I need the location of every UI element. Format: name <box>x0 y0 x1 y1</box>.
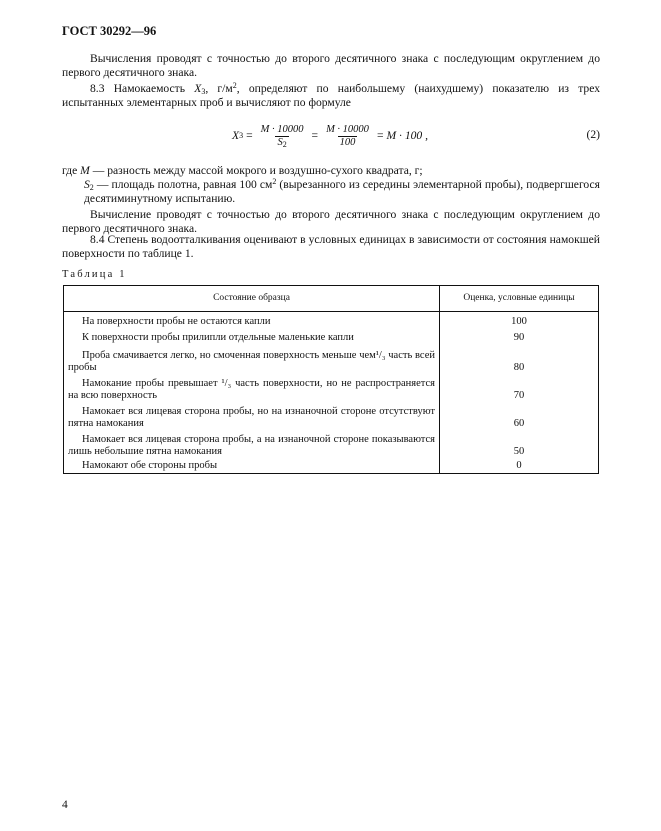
water-repellency-table <box>63 285 599 474</box>
table-row <box>64 312 599 329</box>
cell-state: Намокает вся лицевая сторона пробы, а на изнаночной стороне показываются лишь небольшие пятна намокания <box>64 431 440 459</box>
paragraph-rounding-2: Вычисление проводят с точностью до второго десятичного знака с последующим округлением до первого десятичного знака. <box>62 208 600 235</box>
document-header: ГОСТ 30292—96 <box>62 24 157 38</box>
equation-number: (2) <box>586 128 600 141</box>
formula-row <box>62 119 600 153</box>
cell-score: 80 <box>440 345 599 375</box>
page-number: 4 <box>62 799 68 811</box>
formula-x3: X 3 = $\frac{M \cdot 10000}{S_2}$ = $\frac{M \cdot 10000}{100}$ = M · 100 , <box>232 123 429 149</box>
table-row <box>64 375 599 403</box>
cell-state: Проба смачивается легко, но смоченная поверхность меньше чем¹/₃ часть всей пробы <box>64 345 440 375</box>
definition-m: где M — разность между массой мокрого и воздушно-сухого квадрата, г; <box>62 164 423 177</box>
cell-state: Намокает вся лицевая сторона пробы, но на изнаночной стороне отсутствуют пятна намокания <box>64 403 440 431</box>
definition-s2: $S_2$ — площадь полотна, равная 100 $см^2$ (вырезанного из середины элементарной пробы), подвергшегося десятиминутному испытанию. <box>84 177 600 205</box>
table-row <box>64 345 599 375</box>
paragraph-8-4: 8.4 Степень водоотталкивания оценивают в условных единицах в зависимости от состояния намокшей поверхности по таблице 1. <box>62 233 600 260</box>
table-row <box>64 329 599 345</box>
table-row <box>64 459 599 474</box>
cell-state: Намокание пробы превышает ¹/₃ часть поверхности, но не распространяется на всю поверхность <box>64 375 440 403</box>
fraction-1: $\frac{M \cdot 10000}{S_2}$ <box>260 123 304 149</box>
table-header-row <box>64 286 599 312</box>
column-header-state: Состояние образца <box>64 286 440 312</box>
fraction-2: $\frac{M \cdot 10000}{100}$ <box>326 123 369 148</box>
cell-score: 0 <box>440 459 599 474</box>
cell-score: 70 <box>440 375 599 403</box>
column-header-score: Оценка, условные единицы <box>440 286 599 312</box>
cell-score: 50 <box>440 431 599 459</box>
table-caption: Таблица 1 <box>62 269 127 280</box>
cell-score: 90 <box>440 329 599 345</box>
table-row <box>64 431 599 459</box>
table-row <box>64 403 599 431</box>
paragraph-rounding-1: Вычисления проводят с точностью до второго десятичного знака с последующим округлением до первого десятичного знака. <box>62 52 600 79</box>
cell-score: 100 <box>440 312 599 329</box>
paragraph-8-3: 8.3 Намокаемость $X_3$, $г/м^2$, определяют по наибольшему (наихудшему) показателю из трех испытанных элементарных проб и вычисляют по формуле <box>62 81 600 109</box>
cell-state: К поверхности пробы прилипли отдельные маленькие капли <box>64 329 440 345</box>
cell-score: 60 <box>440 403 599 431</box>
cell-state: Намокают обе стороны пробы <box>64 459 440 474</box>
cell-state: На поверхности пробы не остаются капли <box>64 312 440 329</box>
